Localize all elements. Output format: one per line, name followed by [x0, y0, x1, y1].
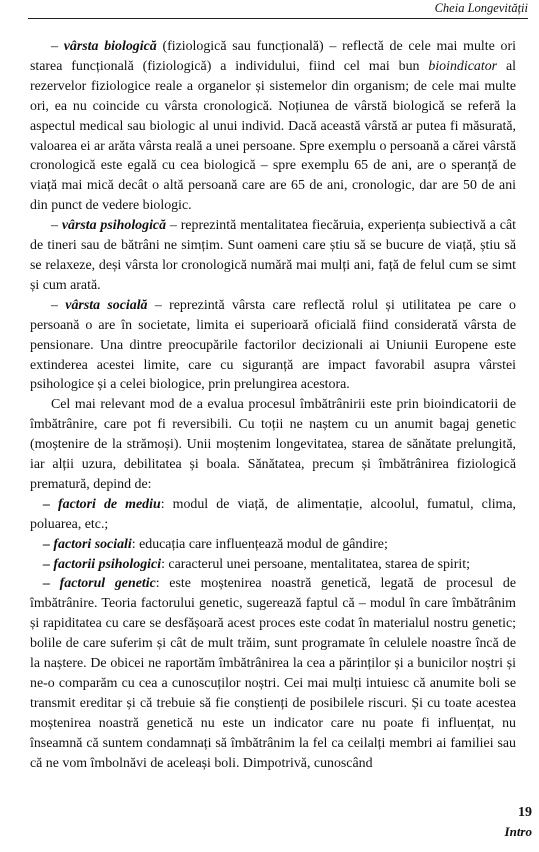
paragraph-psychological-age [30, 216, 516, 296]
paragraph-text: : educația care influențează modul de gândire; [131, 536, 388, 552]
term-psychological-factors: – factorii psihologici [43, 556, 162, 572]
term-social-factors: – factori sociali [43, 536, 132, 552]
factor-genetic [30, 574, 516, 773]
bullet-dash: – [51, 218, 62, 234]
italic-term: bioindicator [428, 58, 498, 74]
term-psychological-age: vârsta psihologică [61, 218, 167, 234]
bullet-dash: – [51, 297, 66, 313]
factor-psychological [30, 555, 516, 575]
page-number: 19 [518, 805, 532, 820]
running-header [28, 0, 528, 19]
paragraph-social-age [30, 296, 516, 396]
paragraph-evaluation [30, 395, 516, 495]
paragraph-text: (fiziologică sau funcțională) – reflectă de cele mai multe ori starea funcțională (fiziologică) a individului, fiind cel mai bun [30, 39, 516, 74]
term-biological-age: vârsta biologică [63, 39, 157, 54]
paragraph-text: : modul de viață, de alimentație, alcoolul, fumatul, clima, poluarea, etc.; [30, 496, 516, 532]
term-environment-factors: – factori de mediu [43, 496, 161, 512]
paragraph-text: – reprezintă mentalitatea fiecăruia, experiența subiectivă a cât de tineri sau de bătrâni ne simțim. Sunt oameni care știu să se bucure de viață, știu să se relaxeze, deși vârsta lor cronologică numără mai mulți ani, față de felul cum se simt și cum arată. [30, 218, 516, 293]
paragraph-text: Cel mai relevant mod de a evalua procesul îmbătrânirii este prin bioindicatorii de îmbătrânire, care pot fi reversibili. Cu toții ne naștem cu un anumit bagaj genetic (moștenire de la strămoși). Unii moștenim longevitatea, starea de sănătate prelungită, iar alții uzura, debilitatea și boala. Sănătatea, precum și îmbătrânirea fiziologică prematură, depind de: [30, 397, 516, 492]
paragraph-text: : este moștenirea noastră genetică, legată de procesul de îmbătrânire. Teoria factorului genetic, sugerează faptul că – modul în care îmbătrânim și rapiditatea cu care se desfășoară acest proces este codat în materialul nostru genetic; bolile de care suferim și cât de mult trăim, sunt programate în celulele noastre încă de la naștere. De obicei ne raportăm îmbătrânirea la cea a părinților și a bunicilor noștri și ne-o comparăm cu cea a cunoscuților noștri. Cei mai mulți intuiesc că anumite boli se transmit ereditar și că trebuie să fie conștienți de posibilele riscuri. Și cu toate acestea moștenirea noastră genetică nu este un indicator care nu poate fi influențat, nu înseamnă că suntem condamnați să îmbătrânim la fel ca ceilalți membri ai familiei sau că ne vom îmbolnăvi de aceleași boli. Dimpotrivă, cunoscând [30, 576, 516, 771]
paragraph-text: : caracterul unei persoane, mentalitatea, starea de spirit; [161, 556, 470, 572]
paragraph-biological-age [30, 37, 516, 216]
section-tab: Intro [504, 824, 532, 839]
term-genetic-factor: – factorul genetic [43, 576, 156, 592]
page-body [30, 37, 516, 774]
paragraph-text: al rezervelor fiziologice reale a organelor și sistemelor din organism; de cele mai multe ori, ea nu coincide cu vârsta cronologică. Noțiunea de vârstă biologică se referă la aspectul medical sau biologic al unui individ. Dacă această vârstă ar putea fi măsurată, valoarea ei ar arăta vârsta reală a unei persoane. Spre exemplu o persoană a cărei vârstă cronologică este egală cu cea biologică – spre exemplu 65 de ani, are o speranță de viață mai mică decât o altă persoană care are 65 de ani, cronologic, dar are 50 de ani din punct de vedere biologic. [30, 58, 516, 214]
term-social-age: vârsta socială [65, 297, 148, 313]
factor-environment [30, 495, 516, 535]
bullet-dash: – [51, 39, 64, 54]
book-title: Cheia Longevității [434, 1, 528, 15]
paragraph-text: – reprezintă vârsta care reflectă rolul și utilitatea pe care o persoană o are în societate, limita ei superioară oficială fiind considerată vârsta de pensionare. Una dintre preocupările factorilor decizionali ai Uniunii Europene este extinderea acestei limite, care cu siguranță are impact favorabil asupra vârstei psihologice și a celei biologice, prin prelungirea acestora. [30, 297, 516, 393]
factor-social [30, 535, 516, 555]
